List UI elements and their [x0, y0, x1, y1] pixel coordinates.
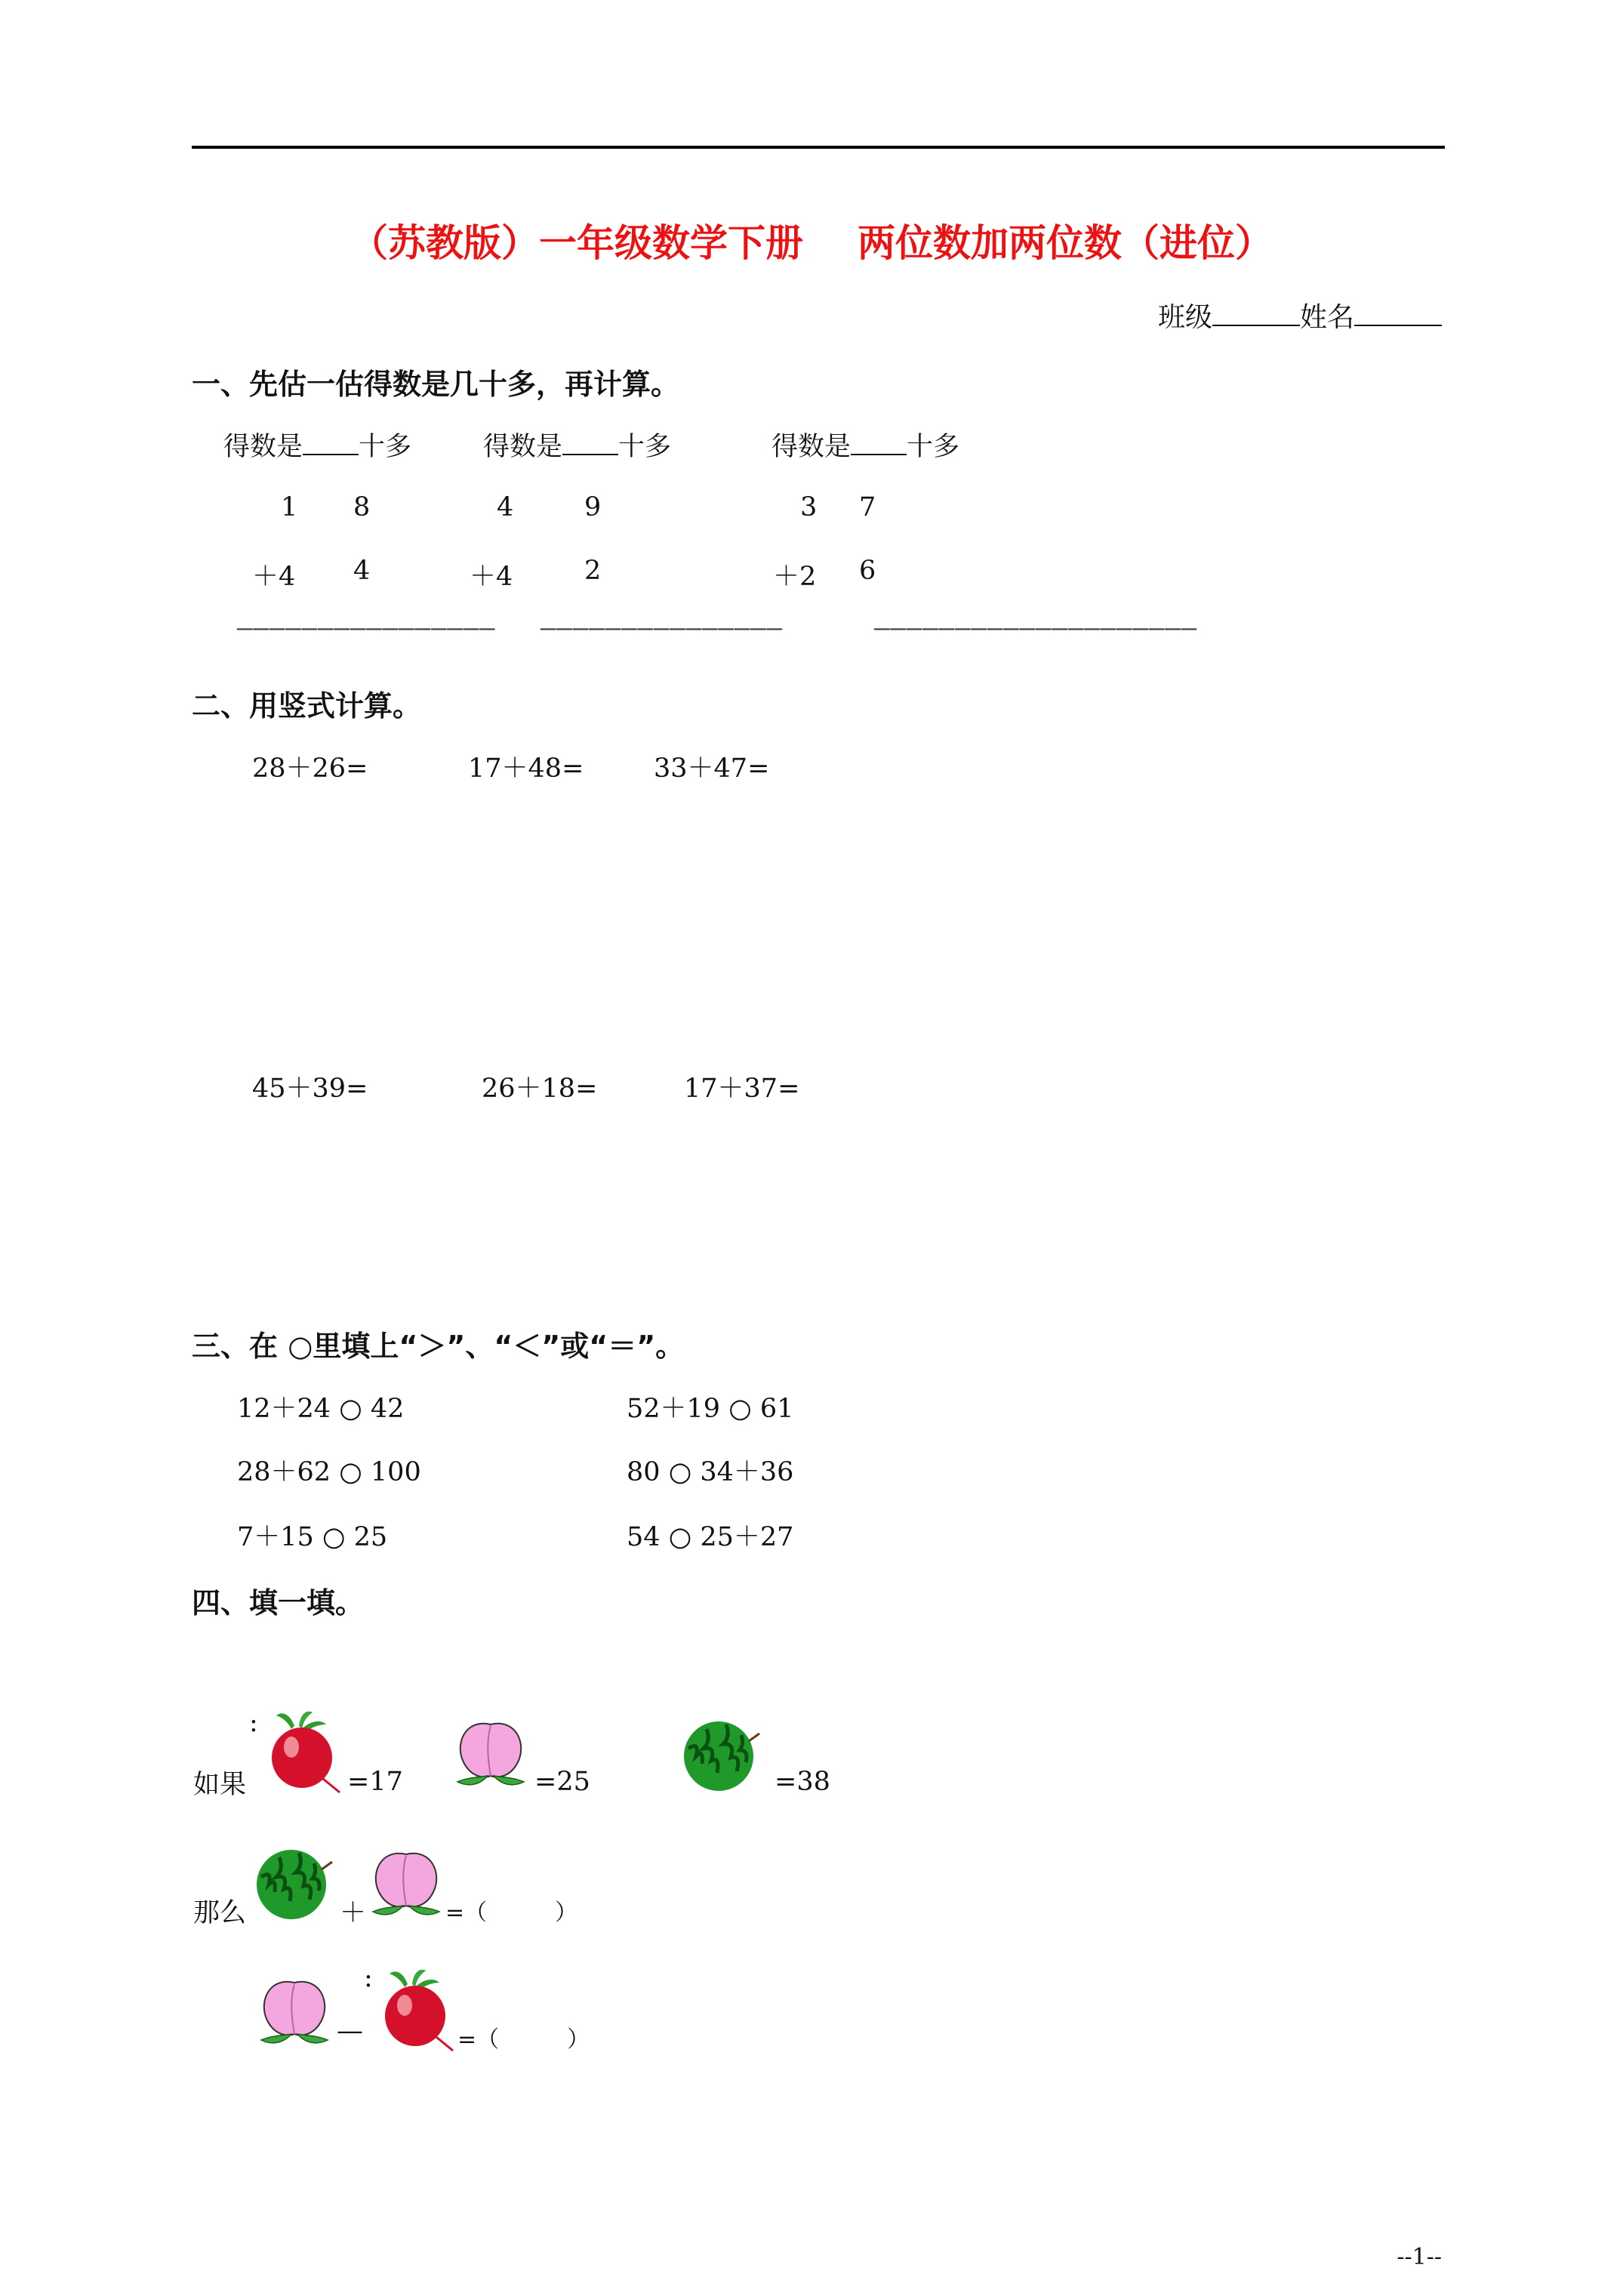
section1-heading: 一、先估一估得数是几十多，再计算。 [192, 368, 680, 401]
vertical-calc-1: 28＋26= [252, 754, 368, 784]
peach-icon [450, 1714, 531, 1792]
problem3-dashes: ———————————————————— [874, 615, 1198, 644]
vertical-calc-5: 26＋18= [482, 1074, 598, 1104]
estimate-blank[interactable] [562, 454, 618, 455]
vertical-calc-2: 17＋48= [468, 754, 584, 784]
radish-icon [373, 1968, 456, 2055]
class-label: 班级 [1157, 302, 1212, 333]
header-rule [192, 146, 1445, 149]
vertical-calc-3: 33＋47= [654, 754, 770, 784]
compare-left: 52＋19 [627, 1394, 721, 1424]
compare-left: 54 [627, 1522, 661, 1552]
melon-value: =38 [775, 1767, 830, 1797]
page-title [0, 213, 1623, 267]
compare-3 [237, 1451, 421, 1489]
compare-circle[interactable]: ○ [339, 1394, 362, 1424]
page-number: --1-- [1397, 2244, 1442, 2270]
compare-left: 80 [627, 1457, 661, 1487]
estimate-suffix: 十多 [907, 432, 960, 462]
compare-1 [237, 1388, 404, 1425]
compare-4 [627, 1451, 793, 1489]
radish-value: =17 [347, 1767, 403, 1797]
colon-mark: : [364, 1963, 373, 1993]
compare-right: 34＋36 [700, 1457, 794, 1487]
estimate-prefix: 得数是 [483, 432, 563, 462]
peach-icon [254, 1972, 335, 2051]
compare-2 [627, 1388, 793, 1425]
estimate-3 [771, 426, 959, 464]
problem3-bottom-ones: 6 [859, 556, 876, 586]
answer-blank-2[interactable]: =（ ） [457, 2026, 590, 2053]
peach-value: =25 [534, 1767, 590, 1797]
estimate-blank[interactable] [851, 454, 907, 455]
name-label: 姓名 [1299, 302, 1354, 333]
estimate-prefix: 得数是 [223, 432, 303, 462]
compare-circle[interactable]: ○ [668, 1522, 692, 1552]
problem3-top-ones: 7 [859, 492, 876, 522]
compare-left: 12＋24 [237, 1394, 331, 1424]
minus-sign: — [337, 2016, 363, 2046]
compare-right: 25 [353, 1522, 388, 1552]
problem2-bottom-tens: ＋4 [470, 562, 513, 592]
compare-right: 25＋27 [700, 1522, 794, 1552]
compare-circle[interactable]: ○ [668, 1457, 692, 1487]
problem1-bottom-tens: ＋4 [252, 562, 296, 592]
problem1-dashes: ———————————————— [237, 615, 496, 644]
if-label: 如果 [193, 1770, 247, 1800]
section3-heading: 三、在 ○里填上“＞”、“＜”或“＝”。 [192, 1330, 685, 1363]
problem2-bottom-ones: 2 [584, 556, 602, 586]
vertical-calc-6: 17＋37= [684, 1074, 800, 1104]
problem2-dashes: ——————————————— [540, 615, 784, 644]
estimate-prefix: 得数是 [771, 432, 852, 462]
problem3-bottom-tens: ＋2 [773, 562, 817, 592]
compare-circle[interactable]: ○ [339, 1457, 362, 1487]
compare-circle[interactable]: ○ [322, 1522, 346, 1552]
estimate-suffix: 十多 [618, 432, 672, 462]
problem1-top-ones: 8 [353, 492, 371, 522]
compare-circle[interactable]: ○ [728, 1394, 752, 1424]
section4-heading: 四、填一填。 [192, 1586, 365, 1620]
compare-right: 100 [370, 1457, 421, 1487]
compare-5 [237, 1516, 387, 1554]
title-right: 两位数加两位数（进位） [858, 221, 1273, 265]
colon-mark: : [249, 1708, 258, 1738]
compare-right: 61 [759, 1394, 794, 1424]
compare-6 [627, 1516, 793, 1554]
peach-icon [365, 1844, 447, 1922]
problem3-top-tens: 3 [800, 492, 818, 522]
problem2-top-tens: 4 [497, 492, 514, 522]
estimate-suffix: 十多 [359, 432, 412, 462]
vertical-calc-4: 45＋39= [252, 1074, 368, 1104]
watermelon-icon [254, 1847, 337, 1922]
problem2-top-ones: 9 [584, 492, 602, 522]
problem1-top-tens: 1 [281, 492, 298, 522]
compare-left: 28＋62 [237, 1457, 331, 1487]
estimate-1 [223, 426, 411, 464]
section2-heading: 二、用竖式计算。 [192, 689, 422, 723]
estimate-2 [483, 426, 671, 464]
compare-left: 7＋15 [237, 1522, 314, 1552]
class-blank[interactable] [1212, 325, 1300, 326]
compare-right: 42 [370, 1394, 405, 1424]
name-blank[interactable] [1354, 325, 1442, 326]
class-name-line [1158, 296, 1442, 334]
estimate-blank[interactable] [303, 454, 359, 455]
then-label: 那么 [193, 1898, 247, 1928]
radish-icon [260, 1709, 343, 1797]
watermelon-icon [681, 1718, 764, 1794]
answer-blank-1[interactable]: =（ ） [445, 1900, 578, 1926]
title-left: （苏教版）一年级数学下册 [350, 221, 803, 265]
problem1-bottom-ones: 4 [353, 556, 371, 586]
plus-sign: ＋ [340, 1898, 367, 1928]
